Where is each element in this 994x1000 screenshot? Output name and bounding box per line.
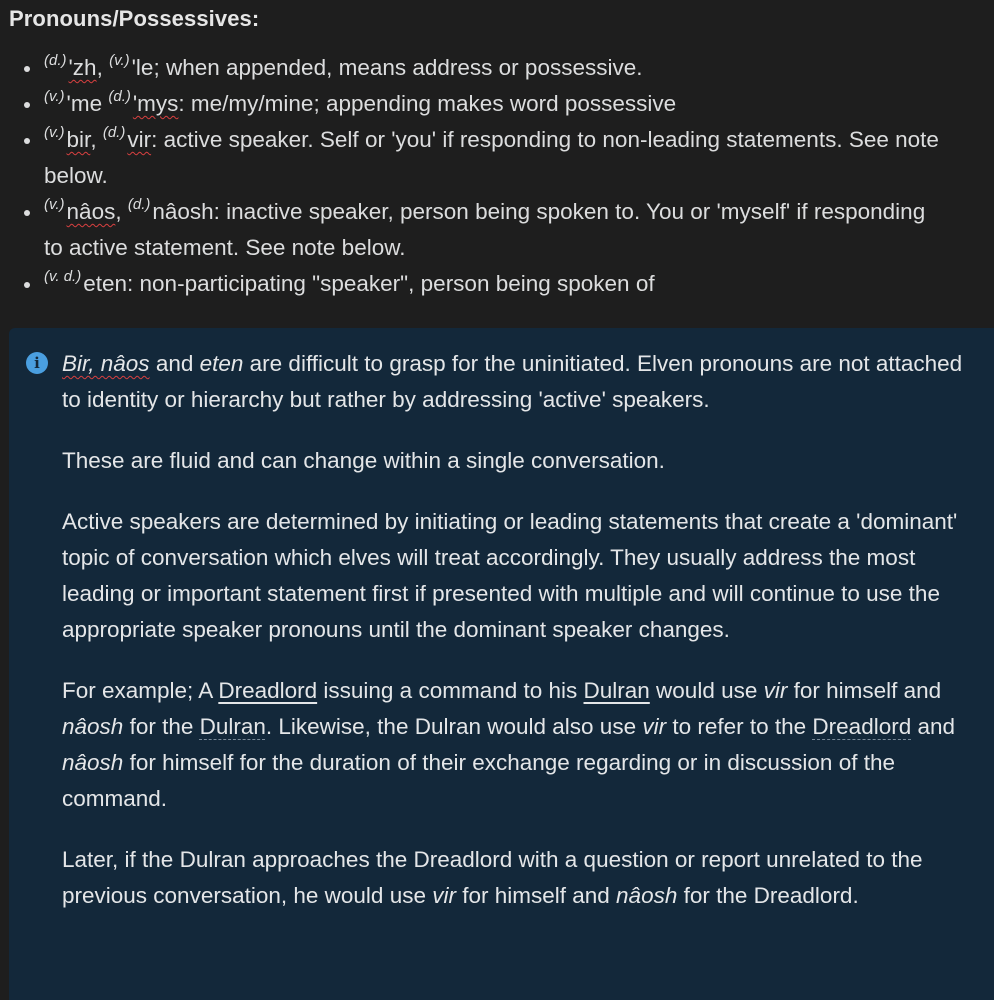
part-of-speech-tag: (v.) xyxy=(109,52,130,69)
dulran-unresolved-link[interactable]: Dulran xyxy=(199,714,266,739)
part-of-speech-tag: (v.) xyxy=(44,88,65,105)
list-item: $^{(v.)}$bir, $^{(d.)}$vir: active speaker. Self or 'you' if responding to non-leading statements. See note below. xyxy=(44,122,944,194)
part-of-speech-tag: (v.) xyxy=(44,196,65,213)
list-item xyxy=(44,266,944,302)
info-callout xyxy=(9,328,994,1000)
part-of-speech-tag: (d.) xyxy=(108,88,131,105)
definition-text: : me/my/mine; appending makes word possessive xyxy=(178,91,677,116)
callout-paragraph: For example; A Dreadlord issuing a command to his Dulran would use vir for himself and nâosh for the Dulran. Likewise, the Dulran would also use vir to refer to the Dreadlord and nâosh for himself for the duration of their exchange regarding or in discussion of the command. xyxy=(62,678,956,811)
callout-paragraph: These are fluid and can change within a single conversation. xyxy=(62,448,665,473)
section-heading: Pronouns/Possessives: xyxy=(9,6,260,31)
pronoun-word: 'le xyxy=(131,55,154,80)
part-of-speech-tag: (d.) xyxy=(44,52,67,69)
pronoun-word: 'zh xyxy=(68,55,97,80)
dreadlord-unresolved-link[interactable]: Dreadlord xyxy=(812,714,912,739)
callout-paragraph: Bir, nâos and eten are difficult to grasp for the uninitiated. Elven pronouns are not attached to identity or hierarchy but rather by addressing 'active' speakers. xyxy=(62,351,963,412)
definition-text: : active speaker. Self or 'you' if responding to non-leading statements. See note below. xyxy=(44,127,939,188)
part-of-speech-tag: (v. d.) xyxy=(44,268,82,285)
definition-text: : non-participating "speaker", person being spoken of xyxy=(127,271,655,296)
pronoun-word: eten xyxy=(83,271,128,296)
callout-paragraph: Later, if the Dulran approaches the Dreadlord with a question or report unrelated to the previous conversation, he would use vir for himself and nâosh for the Dreadlord. xyxy=(62,847,923,908)
list-item: $^{(d.)}$'zh, $^{(v.)}$'le; when appended, means address or possessive. xyxy=(44,50,944,86)
callout-body xyxy=(62,346,987,939)
dulran-link[interactable]: Dulran xyxy=(583,678,650,703)
pronoun-list xyxy=(0,50,944,302)
pronoun-word: bir xyxy=(66,127,91,152)
list-item xyxy=(44,86,944,122)
definition-text: : inactive speaker, person being spoken to. You or 'myself' if responding to active statement. See note below. xyxy=(44,199,926,260)
list-item: $^{(v.)}$nâos, $^{(d.)}$nâosh: inactive speaker, person being spoken to. You or 'myself' if responding to active statement. See note below. xyxy=(44,194,944,266)
pronoun-word: nâos xyxy=(66,199,116,224)
callout-paragraph: Active speakers are determined by initiating or leading statements that create a 'dominant' topic of conversation which elves will treat accordingly. They usually address the most leading or important statement first if presented with multiple and will continue to use the appropriate speaker pronouns until the dominant speaker changes. xyxy=(62,509,958,642)
dreadlord-link[interactable]: Dreadlord xyxy=(218,678,318,703)
pronoun-word: vir xyxy=(127,127,152,152)
part-of-speech-tag: (d.) xyxy=(127,196,151,213)
pronoun-word: 'mys xyxy=(132,91,179,116)
pronoun-word: nâosh xyxy=(152,199,214,224)
pronoun-word: 'me xyxy=(66,91,103,116)
part-of-speech-tag: (d.) xyxy=(102,124,126,141)
definition-text: ; when appended, means address or possessive. xyxy=(153,55,643,80)
info-icon: i xyxy=(26,352,48,374)
part-of-speech-tag: (v.) xyxy=(44,124,65,141)
